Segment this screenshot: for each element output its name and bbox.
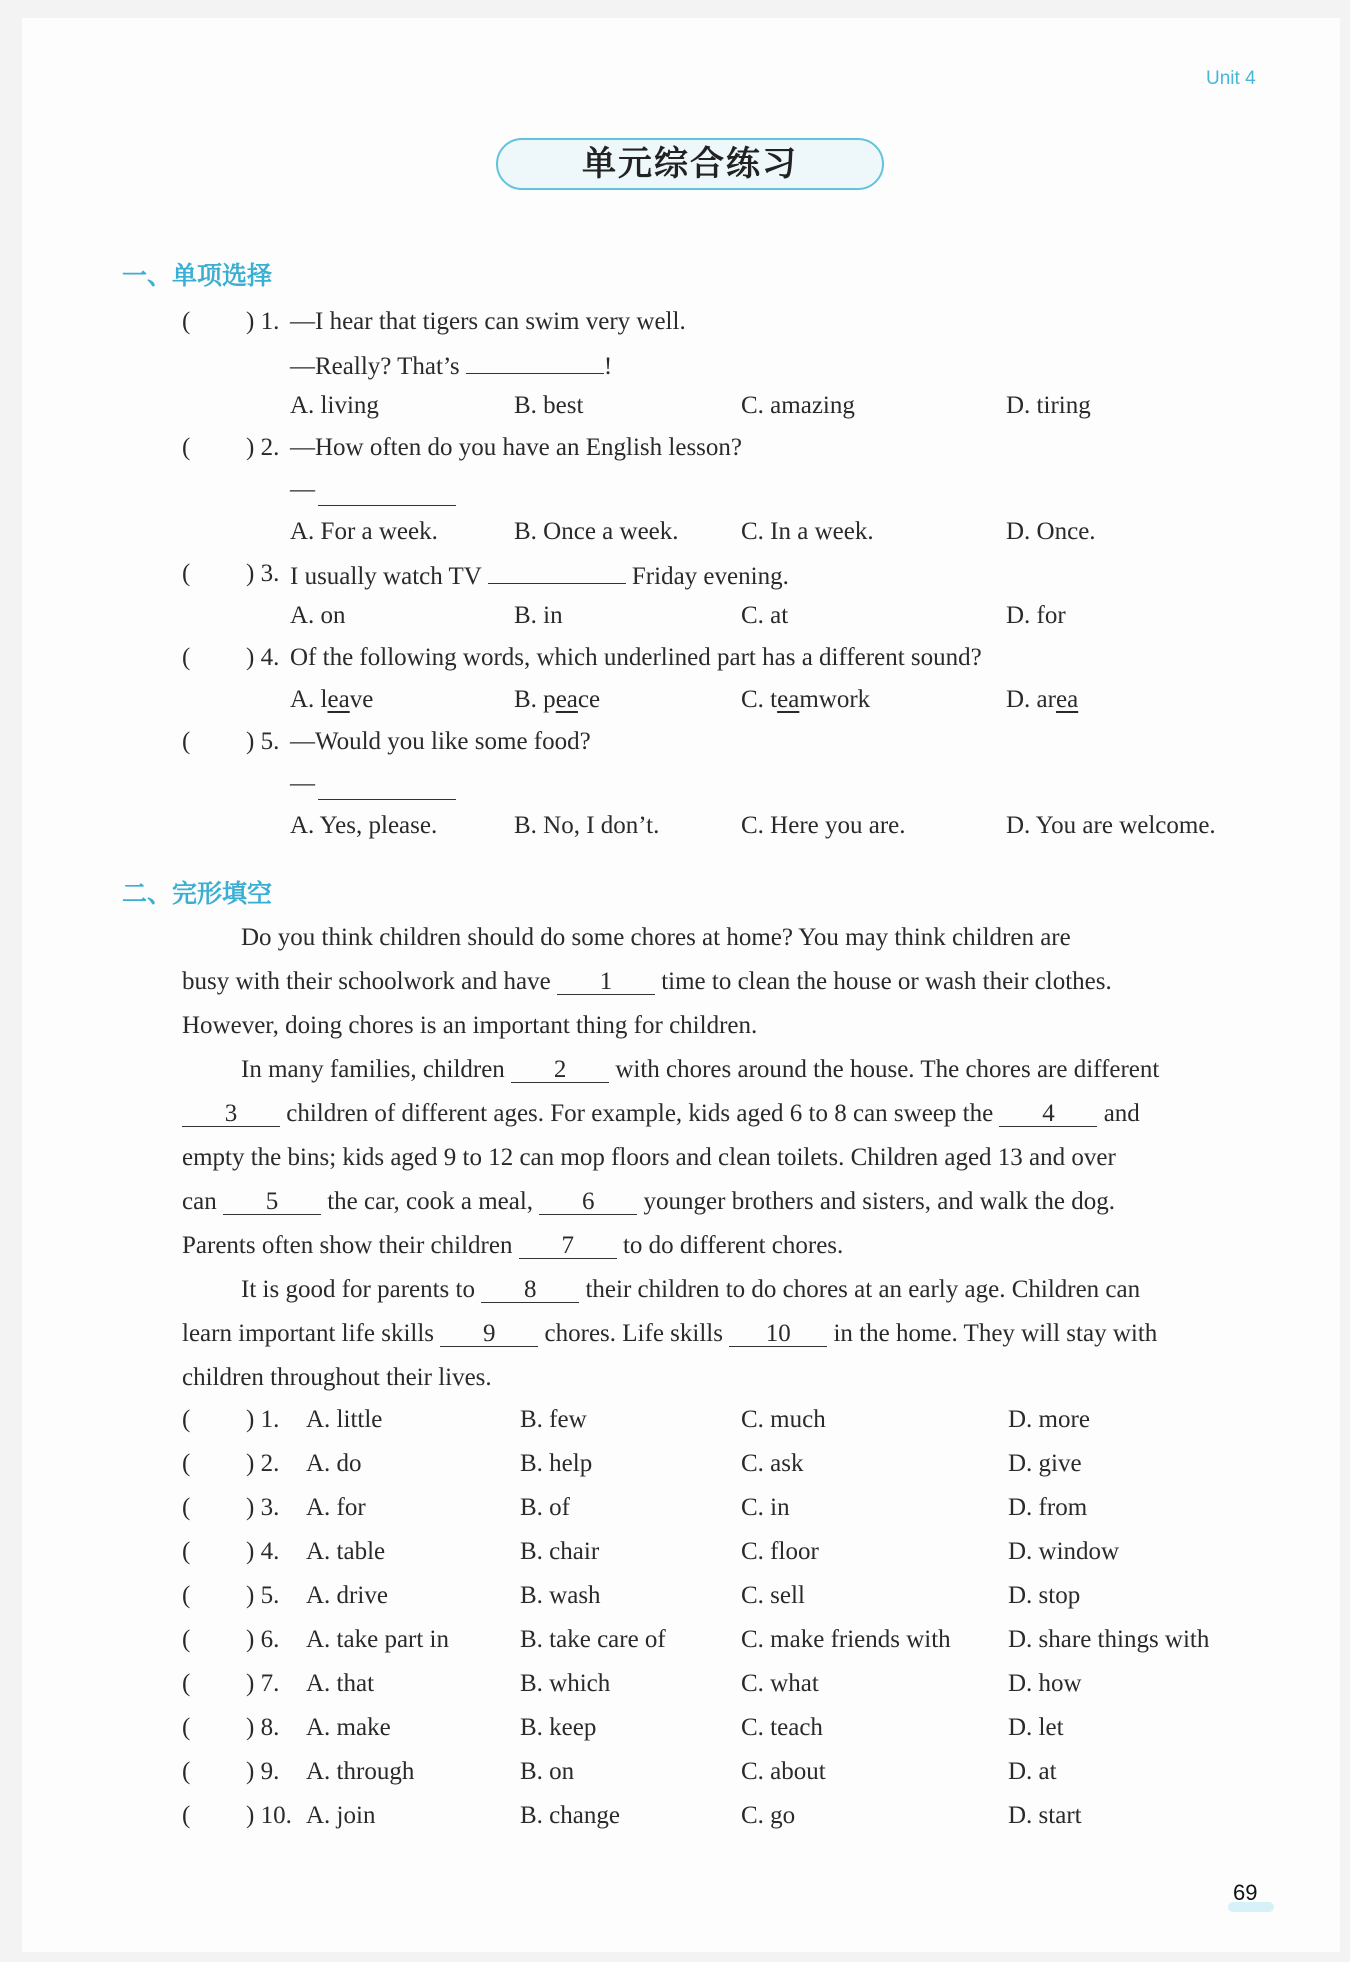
- option-a: A. Yes, please.: [290, 812, 438, 839]
- option-b: B. peace: [514, 686, 601, 713]
- passage-line: However, doing chores is an important thing for children.: [182, 1012, 758, 1039]
- question-number: ) 1.: [246, 308, 280, 335]
- option-b: B. help: [520, 1450, 593, 1477]
- option-d: D. from: [1008, 1494, 1088, 1521]
- option-a: A. do: [306, 1450, 362, 1477]
- question-number: ) 6.: [246, 1626, 280, 1653]
- question-number: ) 7.: [246, 1670, 280, 1697]
- option-d: D. tiring: [1006, 392, 1091, 419]
- answer-paren: (: [182, 1406, 191, 1433]
- passage-line: busy with their schoolwork and have 1 time to clean the house or wash their clothes.: [182, 968, 1112, 995]
- passage-line: children throughout their lives.: [182, 1364, 492, 1391]
- option-d: D. window: [1008, 1538, 1120, 1565]
- answer-paren: (: [182, 308, 191, 335]
- question-number: ) 1.: [246, 1406, 280, 1433]
- option-b: B. of: [520, 1494, 570, 1521]
- passage-line: empty the bins; kids aged 9 to 12 can mop floors and clean toilets. Children aged 13 and over: [182, 1144, 1116, 1171]
- question-number: ) 3.: [246, 560, 280, 587]
- option-d: D. more: [1008, 1406, 1090, 1433]
- question-stem: —How often do you have an English lesson?: [290, 434, 743, 461]
- option-a: A. For a week.: [290, 518, 438, 545]
- answer-paren: (: [182, 1626, 191, 1653]
- answer-paren: (: [182, 1670, 191, 1697]
- option-c: C. teach: [741, 1714, 823, 1741]
- option-a: A. living: [290, 392, 379, 419]
- option-b: B. few: [520, 1406, 587, 1433]
- question-stem: —I hear that tigers can swim very well.: [290, 308, 686, 335]
- question-number: ) 9.: [246, 1758, 280, 1785]
- option-c: C. amazing: [741, 392, 855, 419]
- option-d: D. area: [1006, 686, 1079, 713]
- option-b: B. Once a week.: [514, 518, 679, 545]
- cloze-blank: 10: [729, 1322, 827, 1347]
- option-c: C. In a week.: [741, 518, 874, 545]
- answer-paren: (: [182, 1494, 191, 1521]
- answer-paren: (: [182, 1758, 191, 1785]
- answer-blank: [318, 505, 456, 506]
- question-number: ) 4.: [246, 1538, 280, 1565]
- option-a: A. on: [290, 602, 346, 629]
- page-title: 单元综合练习: [582, 144, 798, 184]
- question-number: ) 5.: [246, 728, 280, 755]
- option-c: C. in: [741, 1494, 790, 1521]
- cloze-blank: 3: [182, 1102, 280, 1127]
- option-c: C. much: [741, 1406, 826, 1433]
- option-c: C. sell: [741, 1582, 805, 1609]
- answer-paren: (: [182, 560, 191, 587]
- option-a: A. table: [306, 1538, 386, 1565]
- cloze-blank: 1: [557, 970, 655, 995]
- answer-paren: (: [182, 1538, 191, 1565]
- passage-line: learn important life skills 9 chores. Life skills 10 in the home. They will stay with: [182, 1320, 1158, 1347]
- passage-line: Parents often show their children 7 to do different chores.: [182, 1232, 844, 1259]
- option-c: C. at: [741, 602, 789, 629]
- option-c: C. about: [741, 1758, 826, 1785]
- option-a: A. that: [306, 1670, 375, 1697]
- passage-line: In many families, children 2 with chores around the house. The chores are different: [241, 1056, 1160, 1083]
- option-b: B. on: [520, 1758, 575, 1785]
- option-a: A. drive: [306, 1582, 388, 1609]
- option-c: C. ask: [741, 1450, 804, 1477]
- option-d: D. how: [1008, 1670, 1082, 1697]
- option-b: B. chair: [520, 1538, 600, 1565]
- unit-label: Unit 4: [1206, 68, 1256, 89]
- option-d: D. at: [1008, 1758, 1057, 1785]
- option-c: C. go: [741, 1802, 796, 1829]
- question-number: ) 10.: [246, 1802, 292, 1829]
- answer-paren: (: [182, 1582, 191, 1609]
- option-d: D. share things with: [1008, 1626, 1210, 1653]
- option-a: A. take part in: [306, 1626, 450, 1653]
- question-number: ) 2.: [246, 434, 280, 461]
- option-d: D. stop: [1008, 1582, 1081, 1609]
- option-c: C. make friends with: [741, 1626, 951, 1653]
- option-a: A. leave: [290, 686, 374, 713]
- passage-line: 3 children of different ages. For example, kids aged 6 to 8 can sweep the 4 and: [182, 1099, 1140, 1129]
- option-d: D. Once.: [1006, 518, 1096, 545]
- option-c: C. Here you are.: [741, 812, 906, 839]
- option-d: D. You are welcome.: [1006, 812, 1216, 839]
- option-b: B. which: [520, 1670, 611, 1697]
- answer-paren: (: [182, 1450, 191, 1477]
- cloze-blank: 5: [223, 1190, 321, 1215]
- page-number: 69: [1233, 1880, 1258, 1905]
- cloze-blank: 9: [440, 1322, 538, 1347]
- option-d: D. start: [1008, 1802, 1082, 1829]
- passage-line: Do you think children should do some chores at home? You may think children are: [241, 924, 1071, 951]
- answer-paren: (: [182, 434, 191, 461]
- answer-dash: —: [290, 476, 315, 503]
- option-b: B. change: [520, 1802, 620, 1829]
- option-c: C. teamwork: [741, 686, 871, 713]
- question-number: ) 4.: [246, 644, 280, 671]
- option-d: D. let: [1008, 1714, 1064, 1741]
- question-stem: I usually watch TV Friday evening.: [290, 559, 789, 592]
- passage-line: It is good for parents to 8 their children to do chores at an early age. Children can: [241, 1276, 1141, 1303]
- cloze-blank: 8: [481, 1278, 579, 1303]
- answer-paren: (: [182, 644, 191, 671]
- option-a: A. for: [306, 1494, 366, 1521]
- cloze-blank: 4: [999, 1102, 1097, 1127]
- option-a: A. make: [306, 1714, 391, 1741]
- section-heading-cloze: 二、完形填空: [122, 879, 273, 908]
- option-b: B. No, I don’t.: [514, 812, 660, 839]
- cloze-blank: 6: [539, 1190, 637, 1215]
- option-a: A. join: [306, 1802, 376, 1829]
- cloze-blank: 7: [519, 1234, 617, 1259]
- question-stem: Of the following words, which underlined part has a different sound?: [290, 644, 982, 671]
- option-d: D. give: [1008, 1450, 1082, 1477]
- question-number: ) 2.: [246, 1450, 280, 1477]
- question-number: ) 5.: [246, 1582, 280, 1609]
- option-a: A. little: [306, 1406, 383, 1433]
- option-b: B. keep: [520, 1714, 597, 1741]
- option-a: A. through: [306, 1758, 415, 1785]
- question-number: ) 8.: [246, 1714, 280, 1741]
- option-c: C. floor: [741, 1538, 819, 1565]
- answer-paren: (: [182, 1714, 191, 1741]
- cloze-blank: 2: [511, 1058, 609, 1083]
- option-b: B. wash: [520, 1582, 601, 1609]
- question-stem-line2: —Really? That’s !: [290, 349, 612, 382]
- option-b: B. best: [514, 392, 584, 419]
- question-number: ) 3.: [246, 1494, 280, 1521]
- section-heading-single-choice: 一、单项选择: [122, 261, 273, 290]
- answer-dash: —: [290, 770, 315, 797]
- passage-line: can 5 the car, cook a meal, 6 younger brothers and sisters, and walk the dog.: [182, 1188, 1115, 1215]
- answer-paren: (: [182, 1802, 191, 1829]
- answer-blank: [318, 799, 456, 800]
- option-d: D. for: [1006, 602, 1066, 629]
- question-stem: —Would you like some food?: [290, 728, 591, 755]
- option-b: B. take care of: [520, 1626, 666, 1653]
- answer-paren: (: [182, 728, 191, 755]
- option-b: B. in: [514, 602, 563, 629]
- option-c: C. what: [741, 1670, 819, 1697]
